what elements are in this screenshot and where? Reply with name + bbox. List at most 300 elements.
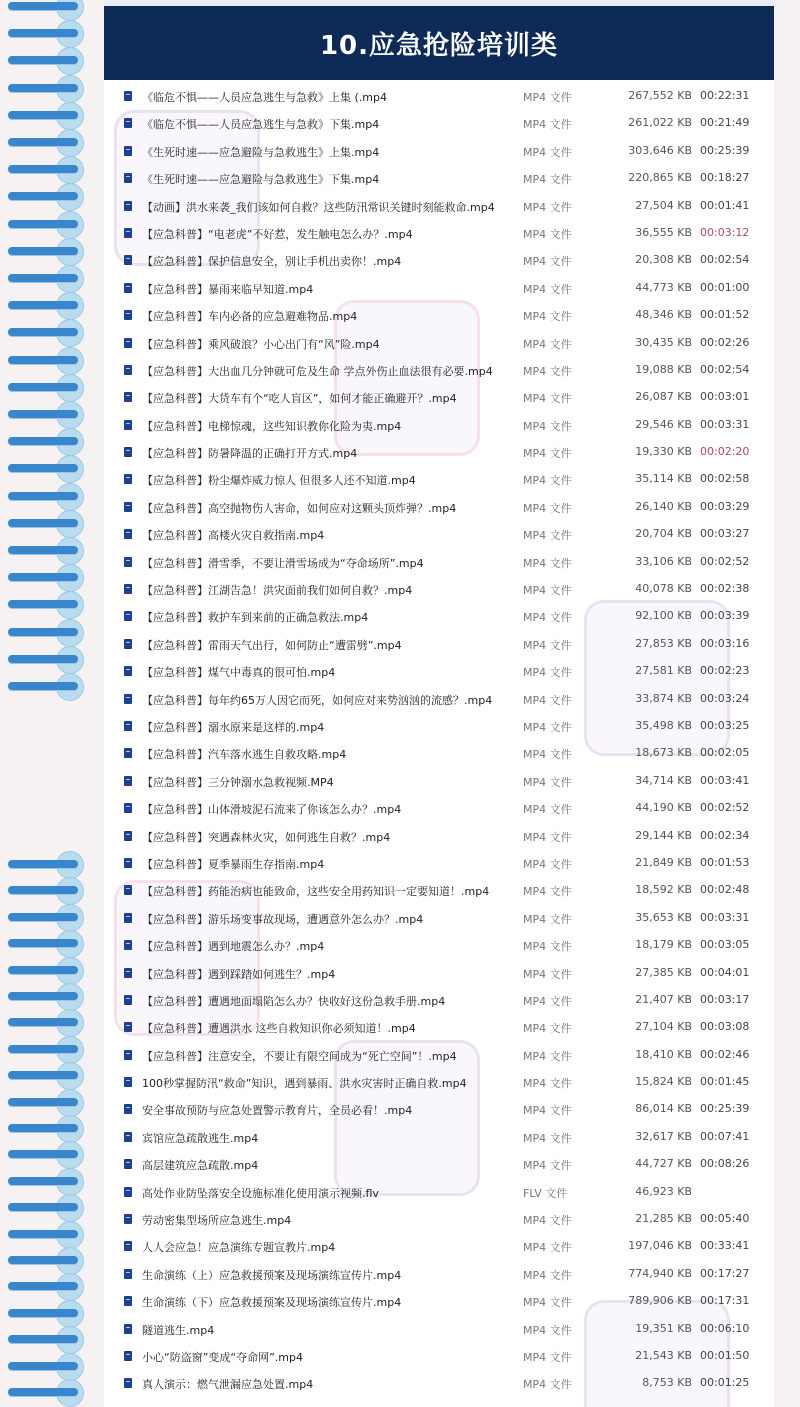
binding-ring <box>8 1071 78 1079</box>
file-name: 【应急科普】乘风破浪？小心出门有“风”险.mp4 <box>142 337 380 351</box>
file-duration: 00:03:27 <box>700 527 750 541</box>
file-list <box>104 82 774 1397</box>
file-type: MP4 文件 <box>523 857 572 871</box>
file-size: 19,351 KB <box>635 1321 692 1335</box>
video-file-icon <box>124 1104 132 1114</box>
file-type: MP4 文件 <box>523 1214 572 1228</box>
notebook-spiral-binding <box>0 0 100 1407</box>
file-size: 20,704 KB <box>635 527 692 541</box>
file-name: 隧道逃生.mp4 <box>142 1323 215 1337</box>
file-type: MP4 文件 <box>523 392 572 406</box>
file-row[interactable] <box>104 219 774 246</box>
file-name: 【应急科普】防暑降温的正确打开方式.mp4 <box>142 447 358 461</box>
file-name: 【应急科普】山体滑坡泥石流来了你该怎么办？.mp4 <box>142 803 402 817</box>
file-type: MP4 文件 <box>523 994 572 1008</box>
file-row[interactable] <box>104 1315 774 1342</box>
file-row[interactable] <box>104 876 774 903</box>
file-type: MP4 文件 <box>523 200 572 214</box>
file-row[interactable] <box>104 246 774 273</box>
file-type: MP4 文件 <box>523 638 572 652</box>
file-duration: 00:02:58 <box>700 472 750 486</box>
video-file-icon <box>124 940 132 950</box>
file-name: 《临危不惧——人员应急逃生与急救》下集.mp4 <box>142 118 380 132</box>
file-row[interactable] <box>104 192 774 219</box>
file-type: MP4 文件 <box>523 1323 572 1337</box>
file-type: MP4 文件 <box>523 474 572 488</box>
binding-ring <box>8 111 78 119</box>
file-duration: 00:21:49 <box>700 116 750 130</box>
file-type: MP4 文件 <box>523 611 572 625</box>
file-type: MP4 文件 <box>523 967 572 981</box>
file-type: MP4 文件 <box>523 1049 572 1063</box>
file-duration: 00:03:01 <box>700 390 750 404</box>
video-file-icon <box>124 1269 132 1279</box>
file-name: 《生死时速——应急避险与急救逃生》上集.mp4 <box>142 145 380 159</box>
video-file-icon <box>124 831 132 841</box>
file-duration: 00:01:50 <box>700 1348 750 1362</box>
file-row[interactable] <box>104 849 774 876</box>
binding-ring <box>8 1045 78 1053</box>
file-duration: 00:17:31 <box>700 1294 750 1308</box>
file-size: 21,849 KB <box>635 855 692 869</box>
file-row[interactable] <box>104 274 774 301</box>
page-header <box>104 6 774 80</box>
file-type: MP4 文件 <box>523 364 572 378</box>
file-type: FLV 文件 <box>523 1186 568 1200</box>
video-file-icon <box>124 803 132 813</box>
file-duration: 00:02:48 <box>700 883 750 897</box>
file-type: MP4 文件 <box>523 1268 572 1282</box>
file-type: MP4 文件 <box>523 1296 572 1310</box>
file-row[interactable] <box>104 493 774 520</box>
file-size: 33,874 KB <box>635 691 692 705</box>
file-row[interactable] <box>104 794 774 821</box>
file-row[interactable] <box>104 1095 774 1122</box>
file-duration: 00:25:39 <box>700 1102 750 1116</box>
file-type: MP4 文件 <box>523 885 572 899</box>
file-type: MP4 文件 <box>523 255 572 269</box>
file-type: MP4 文件 <box>523 1131 572 1145</box>
file-row[interactable] <box>104 959 774 986</box>
file-row[interactable] <box>104 383 774 410</box>
video-file-icon <box>124 639 132 649</box>
binding-ring <box>8 1203 78 1211</box>
binding-ring <box>8 1177 78 1185</box>
file-name: 劳动密集型场所应急逃生.mp4 <box>142 1214 292 1228</box>
file-size: 197,046 KB <box>628 1239 692 1253</box>
file-name: 【应急科普】遭遇洪水 这些自救知识你必须知道！.mp4 <box>142 1022 416 1036</box>
file-type: MP4 文件 <box>523 91 572 104</box>
file-size: 220,865 KB <box>628 171 692 185</box>
binding-ring <box>8 220 78 228</box>
file-name: 【应急科普】高空抛物伤人害命，如何应对这颗头顶炸弹？.mp4 <box>142 501 457 515</box>
file-size: 44,727 KB <box>635 1157 692 1171</box>
video-file-icon <box>124 91 132 101</box>
file-type: MP4 文件 <box>523 1022 572 1036</box>
file-size: 18,673 KB <box>635 746 692 760</box>
file-size: 34,714 KB <box>635 773 692 787</box>
file-duration: 00:03:24 <box>700 691 750 705</box>
file-type: MP4 文件 <box>523 584 572 598</box>
file-duration: 00:04:01 <box>700 965 750 979</box>
file-size: 26,140 KB <box>635 499 692 513</box>
file-size: 267,552 KB <box>628 89 692 102</box>
file-size: 15,824 KB <box>635 1075 692 1089</box>
binding-ring <box>8 546 78 554</box>
file-row[interactable] <box>104 931 774 958</box>
file-name: 小心“防盗窗”变成“夺命网”.mp4 <box>142 1350 303 1364</box>
video-file-icon <box>124 1214 132 1224</box>
video-file-icon <box>124 283 132 293</box>
file-name: 【应急科普】遇到地震怎么办？.mp4 <box>142 940 325 954</box>
file-name: 真人演示：燃气泄漏应急处置.mp4 <box>142 1378 314 1392</box>
video-file-icon <box>124 1378 132 1388</box>
file-duration: 00:02:26 <box>700 335 750 349</box>
file-name: 【应急科普】暴雨来临早知道.mp4 <box>142 282 314 296</box>
video-file-icon <box>124 502 132 512</box>
file-duration: 00:03:31 <box>700 910 750 924</box>
video-file-icon <box>124 529 132 539</box>
file-type: MP4 文件 <box>523 940 572 954</box>
file-name: 【应急科普】汽车落水逃生自救攻略.mp4 <box>142 748 347 762</box>
video-file-icon <box>124 666 132 676</box>
video-file-icon <box>124 1187 132 1197</box>
file-size: 20,308 KB <box>635 253 692 267</box>
file-name: 【应急科普】粉尘爆炸威力惊人 但很多人还不知道.mp4 <box>142 474 416 488</box>
file-row[interactable] <box>104 1178 774 1205</box>
video-file-icon <box>124 995 132 1005</box>
file-size: 29,546 KB <box>635 417 692 431</box>
file-name: 【应急科普】救护车到来前的正确急救法.mp4 <box>142 611 369 625</box>
file-row[interactable] <box>104 82 774 109</box>
video-file-icon <box>124 392 132 402</box>
file-size: 27,385 KB <box>635 965 692 979</box>
binding-ring <box>8 886 78 894</box>
binding-ring <box>8 1309 78 1317</box>
file-size: 8,753 KB <box>642 1376 692 1390</box>
file-type: MP4 文件 <box>523 775 572 789</box>
file-row[interactable] <box>104 986 774 1013</box>
file-name: 《临危不惧——人员应急逃生与急救》上集 (.mp4 <box>142 91 387 104</box>
binding-ring <box>8 165 78 173</box>
file-row[interactable] <box>104 438 774 465</box>
binding-ring <box>8 1335 78 1343</box>
video-file-icon <box>124 885 132 895</box>
file-duration: 00:02:34 <box>700 828 750 842</box>
file-type: MP4 文件 <box>523 1241 572 1255</box>
binding-ring <box>8 410 78 418</box>
binding-ring <box>8 84 78 92</box>
file-row[interactable] <box>104 548 774 575</box>
file-size: 35,498 KB <box>635 718 692 732</box>
video-file-icon <box>124 968 132 978</box>
file-name: 【应急科普】夏季暴雨生存指南.mp4 <box>142 857 325 871</box>
file-row[interactable] <box>104 575 774 602</box>
file-name: 人人会应急！应急演练专题宣教片.mp4 <box>142 1241 336 1255</box>
file-name: 【应急科普】高楼火灾自救指南.mp4 <box>142 529 325 543</box>
file-duration: 00:03:17 <box>700 992 750 1006</box>
file-type: MP4 文件 <box>523 666 572 680</box>
binding-ring <box>8 29 78 37</box>
video-file-icon <box>124 913 132 923</box>
file-type: MP4 文件 <box>523 310 572 324</box>
video-file-icon <box>124 310 132 320</box>
video-file-icon <box>124 1324 132 1334</box>
file-row[interactable] <box>104 1041 774 1068</box>
file-duration: 00:06:10 <box>700 1321 750 1335</box>
file-name: 宾馆应急疏散逃生.mp4 <box>142 1131 259 1145</box>
file-size: 789,906 KB <box>628 1294 692 1308</box>
file-size: 35,653 KB <box>635 910 692 924</box>
file-row[interactable] <box>104 1068 774 1095</box>
binding-ring <box>8 464 78 472</box>
file-size: 86,014 KB <box>635 1102 692 1116</box>
file-duration: 00:03:16 <box>700 636 750 650</box>
file-name: 【应急科普】雷雨天气出行，如何防止“遭雷劈”.mp4 <box>142 638 402 652</box>
file-size: 26,087 KB <box>635 390 692 404</box>
video-file-icon <box>124 173 132 183</box>
binding-ring <box>8 1124 78 1132</box>
binding-ring <box>8 2 78 10</box>
binding-ring <box>8 628 78 636</box>
file-duration: 00:03:08 <box>700 1020 750 1034</box>
file-duration: 00:33:41 <box>700 1239 750 1253</box>
file-name: 生命演练（下）应急救援预案及现场演练宣传片.mp4 <box>142 1296 402 1310</box>
binding-ring <box>8 356 78 364</box>
video-file-icon <box>124 1351 132 1361</box>
file-row[interactable] <box>104 1205 774 1232</box>
file-row[interactable] <box>104 1287 774 1314</box>
file-size: 18,410 KB <box>635 1047 692 1061</box>
file-type: MP4 文件 <box>523 1104 572 1118</box>
video-file-icon <box>124 1241 132 1251</box>
file-row[interactable] <box>104 137 774 164</box>
file-size: 44,773 KB <box>635 280 692 294</box>
video-file-icon <box>124 420 132 430</box>
binding-ring <box>8 492 78 500</box>
binding-ring <box>8 1098 78 1106</box>
binding-ring <box>8 655 78 663</box>
file-row[interactable] <box>104 1123 774 1150</box>
file-size: 18,179 KB <box>635 938 692 952</box>
file-type: MP4 文件 <box>523 337 572 351</box>
video-file-icon <box>124 858 132 868</box>
file-duration: 00:03:31 <box>700 417 750 431</box>
video-file-icon <box>124 146 132 156</box>
file-duration: 00:01:00 <box>700 280 750 294</box>
video-file-icon <box>124 1132 132 1142</box>
file-size: 48,346 KB <box>635 308 692 322</box>
binding-ring <box>8 383 78 391</box>
file-row[interactable] <box>104 520 774 547</box>
file-duration: 00:17:27 <box>700 1266 750 1280</box>
video-file-icon <box>124 694 132 704</box>
file-row[interactable] <box>104 301 774 328</box>
file-duration: 00:18:27 <box>700 171 750 185</box>
file-name: 【应急科普】大货车有个“吃人盲区”，如何才能正确避开？.mp4 <box>142 392 457 406</box>
file-size: 44,190 KB <box>635 801 692 815</box>
video-file-icon <box>124 584 132 594</box>
file-row[interactable] <box>104 1013 774 1040</box>
video-file-icon <box>124 365 132 375</box>
file-type: MP4 文件 <box>523 720 572 734</box>
binding-ring <box>8 992 78 1000</box>
binding-ring <box>8 573 78 581</box>
file-type: MP4 文件 <box>523 118 572 132</box>
file-row[interactable] <box>104 109 774 136</box>
file-row[interactable] <box>104 602 774 629</box>
file-row[interactable] <box>104 465 774 492</box>
file-duration: 00:01:41 <box>700 198 750 212</box>
binding-ring <box>8 1388 78 1396</box>
file-name: 【应急科普】江湖告急！洪灾面前我们如何自救？.mp4 <box>142 584 413 598</box>
file-duration: 00:02:38 <box>700 582 750 596</box>
video-file-icon <box>124 118 132 128</box>
file-name: 【应急科普】保护信息安全，别让手机出卖你！.mp4 <box>142 255 402 269</box>
file-size: 36,555 KB <box>635 225 692 239</box>
file-duration: 00:03:29 <box>700 499 750 513</box>
file-size: 27,853 KB <box>635 636 692 650</box>
video-file-icon <box>124 748 132 758</box>
file-type: MP4 文件 <box>523 1350 572 1364</box>
file-type: MP4 文件 <box>523 501 572 515</box>
file-row[interactable] <box>104 1342 774 1369</box>
binding-ring <box>8 328 78 336</box>
file-row[interactable] <box>104 1232 774 1259</box>
video-file-icon <box>124 228 132 238</box>
binding-ring <box>8 966 78 974</box>
file-name: 高处作业防坠落安全设施标准化使用演示视频.flv <box>142 1186 379 1200</box>
file-duration: 00:02:54 <box>700 362 750 376</box>
file-size: 21,543 KB <box>635 1348 692 1362</box>
file-size: 19,330 KB <box>635 445 692 459</box>
file-row[interactable] <box>104 356 774 383</box>
video-file-icon <box>124 1159 132 1169</box>
file-name: 【应急科普】三分钟溺水急救视频.MP4 <box>142 775 334 789</box>
file-row[interactable] <box>104 329 774 356</box>
file-size: 27,104 KB <box>635 1020 692 1034</box>
file-size: 19,088 KB <box>635 362 692 376</box>
file-duration: 00:02:54 <box>700 253 750 267</box>
binding-ring <box>8 1282 78 1290</box>
file-row[interactable] <box>104 1260 774 1287</box>
file-name: 【应急科普】游乐场变事故现场，遭遇意外怎么办？.mp4 <box>142 912 424 926</box>
file-name: 【应急科普】突遇森林火灾，如何逃生自救？.mp4 <box>142 830 391 844</box>
video-file-icon <box>124 1050 132 1060</box>
file-type: MP4 文件 <box>523 830 572 844</box>
file-type: MP4 文件 <box>523 282 572 296</box>
file-size: 40,078 KB <box>635 582 692 596</box>
file-row[interactable] <box>104 685 774 712</box>
file-duration: 00:01:52 <box>700 308 750 322</box>
file-duration: 00:22:31 <box>700 89 750 102</box>
file-duration: 00:03:12 <box>700 225 750 239</box>
file-name: 【应急科普】大出血几分钟就可危及生命 学点外伤止血法很有必要.mp4 <box>142 364 493 378</box>
binding-ring <box>8 192 78 200</box>
file-row[interactable] <box>104 630 774 657</box>
binding-ring <box>8 138 78 146</box>
file-type: MP4 文件 <box>523 173 572 187</box>
file-size: 303,646 KB <box>628 143 692 157</box>
file-type: MP4 文件 <box>523 556 572 570</box>
file-row[interactable] <box>104 712 774 739</box>
file-name: 【应急科普】车内必备的应急避难物品.mp4 <box>142 310 358 324</box>
file-duration: 00:02:46 <box>700 1047 750 1061</box>
file-size: 18,592 KB <box>635 883 692 897</box>
file-name: 【应急科普】电梯惊魂，这些知识教你化险为夷.mp4 <box>142 419 402 433</box>
file-row[interactable] <box>104 1369 774 1396</box>
file-row[interactable] <box>104 767 774 794</box>
page-title: 10.应急抢险培训类 <box>319 30 559 61</box>
binding-ring <box>8 913 78 921</box>
file-row[interactable] <box>104 411 774 438</box>
file-name: 【应急科普】注意安全，不要让有限空间成为“死亡空间”！.mp4 <box>142 1049 457 1063</box>
video-file-icon <box>124 1296 132 1306</box>
file-name: 【应急科普】煤气中毒真的很可怕.mp4 <box>142 666 336 680</box>
video-file-icon <box>124 776 132 786</box>
file-row[interactable] <box>104 657 774 684</box>
binding-ring <box>8 860 78 868</box>
file-name: 【应急科普】遭遇地面塌陷怎么办？快收好这份急救手册.mp4 <box>142 994 446 1008</box>
file-name: 【应急科普】药能治病也能致命，这些安全用药知识一定要知道！.mp4 <box>142 885 490 899</box>
binding-ring <box>8 939 78 947</box>
file-row[interactable] <box>104 164 774 191</box>
file-type: MP4 文件 <box>523 1159 572 1173</box>
file-duration: 00:03:25 <box>700 718 750 732</box>
file-size: 46,923 KB <box>635 1184 692 1198</box>
file-duration: 00:01:45 <box>700 1075 750 1089</box>
file-duration: 00:02:52 <box>700 554 750 568</box>
file-size: 774,940 KB <box>628 1266 692 1280</box>
file-size: 27,581 KB <box>635 664 692 678</box>
file-duration: 00:07:41 <box>700 1129 750 1143</box>
binding-ring <box>8 247 78 255</box>
file-type: MP4 文件 <box>523 1378 572 1392</box>
file-size: 27,504 KB <box>635 198 692 212</box>
binding-ring <box>8 1230 78 1238</box>
file-duration: 00:02:20 <box>700 445 750 459</box>
video-file-icon <box>124 1022 132 1032</box>
file-duration: 00:08:26 <box>700 1157 750 1171</box>
video-file-icon <box>124 447 132 457</box>
file-type: MP4 文件 <box>523 748 572 762</box>
video-file-icon <box>124 721 132 731</box>
video-file-icon <box>124 201 132 211</box>
file-name: 《生死时速——应急避险与急救逃生》下集.mp4 <box>142 173 380 187</box>
file-row[interactable] <box>104 739 774 766</box>
file-type: MP4 文件 <box>523 912 572 926</box>
file-name: 【动画】洪水来袭_我们该如何自救？这些防汛常识关键时刻能救命.mp4 <box>142 200 495 214</box>
binding-ring <box>8 1256 78 1264</box>
video-file-icon <box>124 1077 132 1087</box>
binding-ring <box>8 1150 78 1158</box>
file-size: 32,617 KB <box>635 1129 692 1143</box>
file-name: 【应急科普】“电老虎”不好惹，发生触电怎么办？.mp4 <box>142 227 413 241</box>
file-list-page <box>104 0 774 1407</box>
binding-ring <box>8 519 78 527</box>
file-name: 安全事故预防与应急处置警示教育片，全员必看！.mp4 <box>142 1104 413 1118</box>
file-duration: 00:03:41 <box>700 773 750 787</box>
file-size: 33,106 KB <box>635 554 692 568</box>
file-row[interactable] <box>104 1150 774 1177</box>
file-name: 【应急科普】溺水原来是这样的.mp4 <box>142 720 325 734</box>
file-size: 261,022 KB <box>628 116 692 130</box>
file-row[interactable] <box>104 904 774 931</box>
file-size: 29,144 KB <box>635 828 692 842</box>
file-row[interactable] <box>104 822 774 849</box>
video-file-icon <box>124 611 132 621</box>
file-duration: 00:25:39 <box>700 143 750 157</box>
